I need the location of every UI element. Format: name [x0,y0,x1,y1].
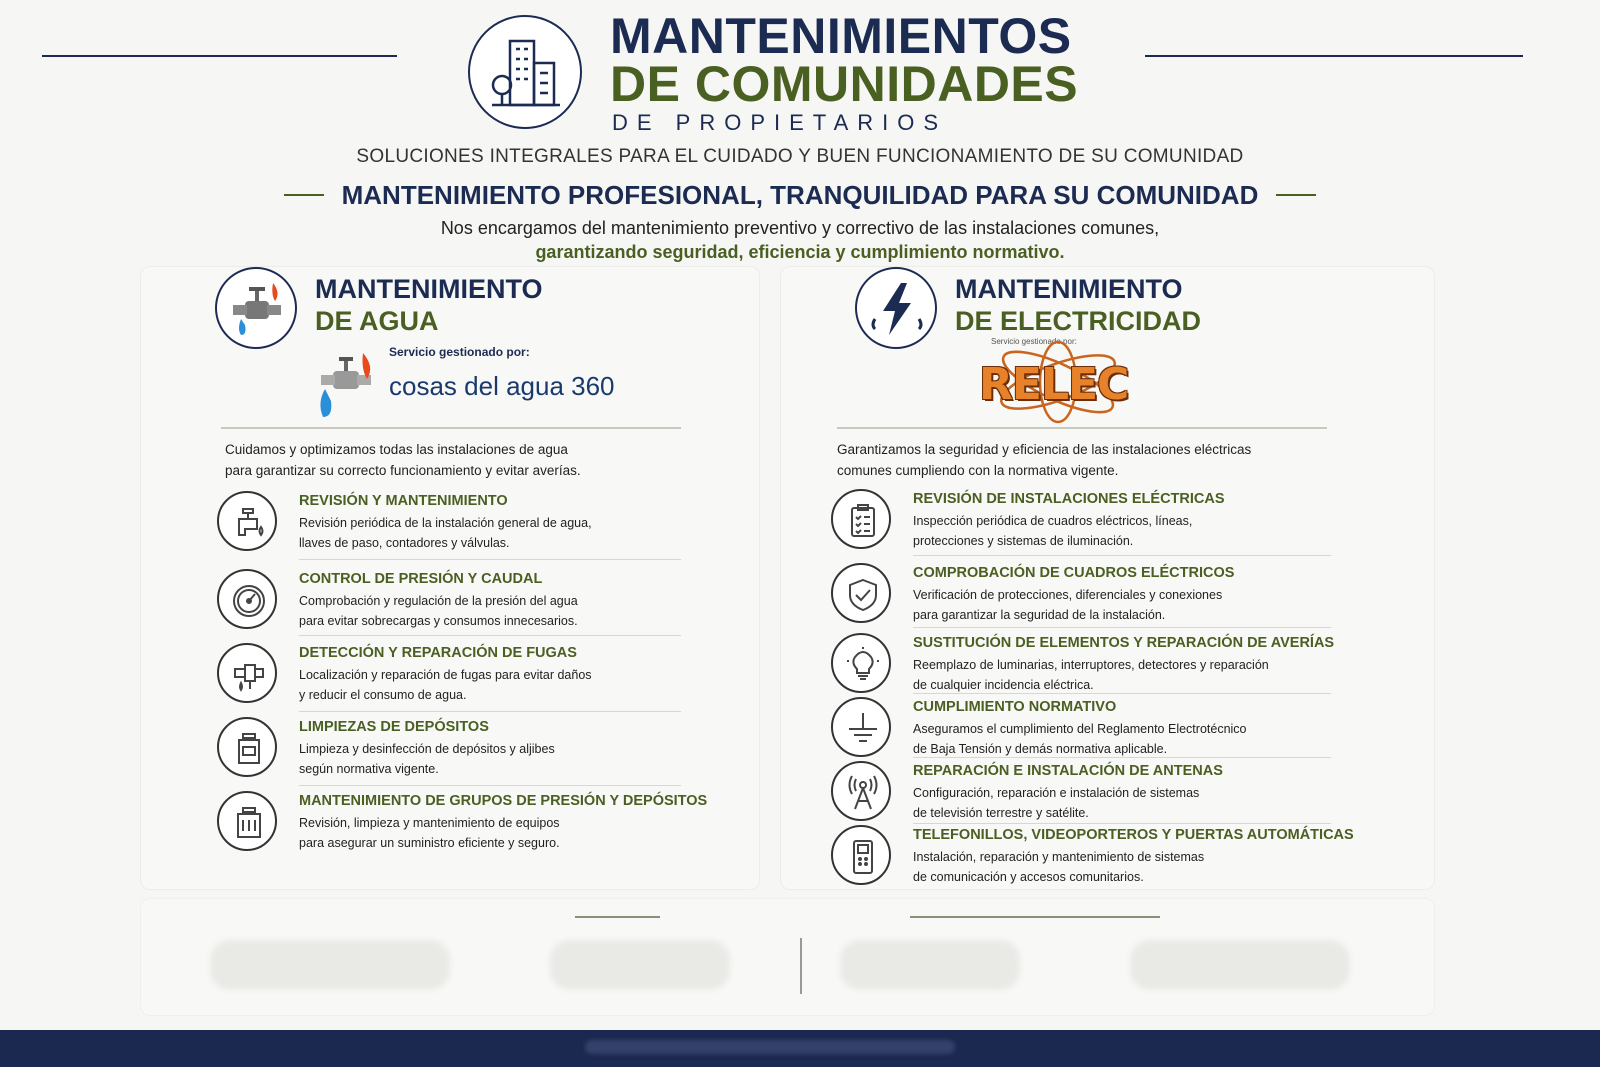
faded-block [210,940,450,990]
electricity-item-text: de comunicación y accesos comunitarios. [913,870,1144,884]
water-item-text: Revisión periódica de la instalación general de agua, [299,516,592,530]
faucet-icon [217,491,277,551]
electricity-item-title: REPARACIÓN E INSTALACIÓN DE ANTENAS [913,763,1223,779]
lightbulb-icon [831,633,891,693]
electricity-item-divider [913,757,1331,758]
main-title-line2: DE COMUNIDADES [610,56,1079,112]
electricity-item-text: para garantizar la seguridad de la instalación. [913,608,1166,622]
water-item-divider [299,635,681,636]
shield-check-icon [831,563,891,623]
electricity-separator [837,427,1327,429]
tagline: SOLUCIONES INTEGRALES PARA EL CUIDADO Y BUEN FUNCIONAMIENTO DE SU COMUNIDAD [356,146,1244,167]
lightning-bolt-icon [855,267,937,349]
electricity-item-title: REVISIÓN DE INSTALACIONES ELÉCTRICAS [913,491,1225,507]
electricity-item-title: COMPROBACIÓN DE CUADROS ELÉCTRICOS [913,565,1235,581]
faded-rule-left [575,916,660,918]
water-item-text: según normativa vigente. [299,762,439,776]
faded-footer-content [585,1040,955,1054]
water-title-line2: DE AGUA [315,306,439,336]
pressure-group-icon [217,791,277,851]
water-maintenance-panel [140,266,760,890]
water-item-text: Revisión, limpieza y mantenimiento de equipos [299,816,560,830]
headline-dash-right [1276,194,1316,196]
electricity-item-title: SUSTITUCIÓN DE ELEMENTOS Y REPARACIÓN DE AVERÍAS [913,635,1335,651]
electricity-brand-name: RELEC [979,359,1129,410]
building-icon [468,15,582,129]
water-brand-logo-icon [313,351,377,426]
main-title-line1: MANTENIMIENTOS [610,8,1072,64]
electricity-item-text: de cualquier incidencia eléctrica. [913,678,1094,692]
electricity-item-divider [913,627,1331,628]
electricity-item-text: Aseguramos el cumplimiento del Reglamento Electrotécnico [913,722,1247,736]
headline-row [0,178,1600,212]
intro-line2: garantizando seguridad, eficiencia y cumplimiento normativo. [535,242,1065,262]
faded-rule-right [910,916,1160,918]
headline: MANTENIMIENTO PROFESIONAL, TRANQUILIDAD PARA SU COMUNIDAD [341,179,1259,210]
electricity-item-title: CUMPLIMIENTO NORMATIVO [913,699,1117,715]
water-item-divider [299,785,681,786]
intro-line1: Nos encargamos del mantenimiento preventivo y correctivo de las instalaciones comunes, [440,218,1160,238]
antenna-icon [831,761,891,821]
electricity-item-text: Verificación de protecciones, diferenciales y conexiones [913,588,1223,602]
gauge-icon [217,569,277,629]
water-description-line1: Cuidamos y optimizamos todas las instalaciones de agua [225,442,568,457]
faded-block [550,940,730,990]
faded-block [840,940,1020,990]
electricity-item-text: Reemplazo de luminarias, interruptores, detectores y reparación [913,658,1269,672]
electricity-maintenance-panel [780,266,1435,890]
electricity-item-text: Configuración, reparación e instalación de sistemas [913,786,1200,800]
electricity-item-text: Inspección periódica de cuadros eléctricos, líneas, [913,514,1193,528]
headline-dash-left [284,194,324,196]
water-description-line2: para garantizar su correcto funcionamiento y evitar averías. [225,463,581,478]
main-title-line3: DE PROPIETARIOS [612,110,948,135]
faded-block [1130,940,1350,990]
clipboard-checklist-icon [831,489,891,549]
water-item-title: CONTROL DE PRESIÓN Y CAUDAL [299,571,543,587]
water-item-title: REVISIÓN Y MANTENIMIENTO [299,493,508,509]
water-item-divider [299,711,681,712]
electricity-item-title: TELEFONILLOS, VIDEOPORTEROS Y PUERTAS AUTOMÁTICAS [913,827,1354,843]
electricity-description-line2: comunes cumpliendo con la normativa vigente. [837,463,1119,478]
tank-icon [217,717,277,777]
electricity-item-text: de Baja Tensión y demás normativa aplicable. [913,742,1168,756]
electricity-title-line1: MANTENIMIENTO [955,274,1183,304]
electricity-description-line1: Garantizamos la seguridad y eficiencia de las instalaciones eléctricas [837,442,1252,457]
ground-symbol-icon [831,697,891,757]
water-item-text: Comprobación y regulación de la presión del agua [299,594,578,608]
header-rule-left [42,55,397,57]
water-item-text: para asegurar un suministro eficiente y seguro. [299,836,560,850]
water-item-text: y reducir el consumo de agua. [299,688,467,702]
water-item-title: MANTENIMIENTO DE GRUPOS DE PRESIÓN Y DEPÓSITOS [299,793,708,809]
water-managed-label: Servicio gestionado por: [389,345,530,359]
water-item-text: Localización y reparación de fugas para evitar daños [299,668,592,682]
water-title-line1: MANTENIMIENTO [315,274,543,304]
electricity-item-text: de televisión terrestre y satélite. [913,806,1089,820]
water-separator [221,427,681,429]
electricity-item-text: protecciones y sistemas de iluminación. [913,534,1134,548]
electricity-title-line2: DE ELECTRICIDAD [955,306,1202,336]
header-rule-right [1145,55,1523,57]
pipe-leak-icon [217,643,277,703]
water-item-text: Limpieza y desinfección de depósitos y aljibes [299,742,555,756]
water-item-title: LIMPIEZAS DE DEPÓSITOS [299,719,489,735]
faded-divider [800,938,802,994]
water-item-text: llaves de paso, contadores y válvulas. [299,536,510,550]
electricity-item-divider [913,823,1331,824]
water-item-title: DETECCIÓN Y REPARACIÓN DE FUGAS [299,645,577,661]
water-brand-name: cosas del agua 360 [389,371,615,401]
electricity-managed-label: Servicio gestionado por: [991,337,1077,346]
electricity-item-divider [913,693,1331,694]
water-item-divider [299,559,681,560]
water-valve-icon [215,267,297,349]
electricity-item-text: Instalación, reparación y mantenimiento de sistemas [913,850,1205,864]
water-item-text: para evitar sobrecargas y consumos innecesarios. [299,614,578,628]
intercom-icon [831,825,891,885]
electricity-item-divider [913,555,1331,556]
